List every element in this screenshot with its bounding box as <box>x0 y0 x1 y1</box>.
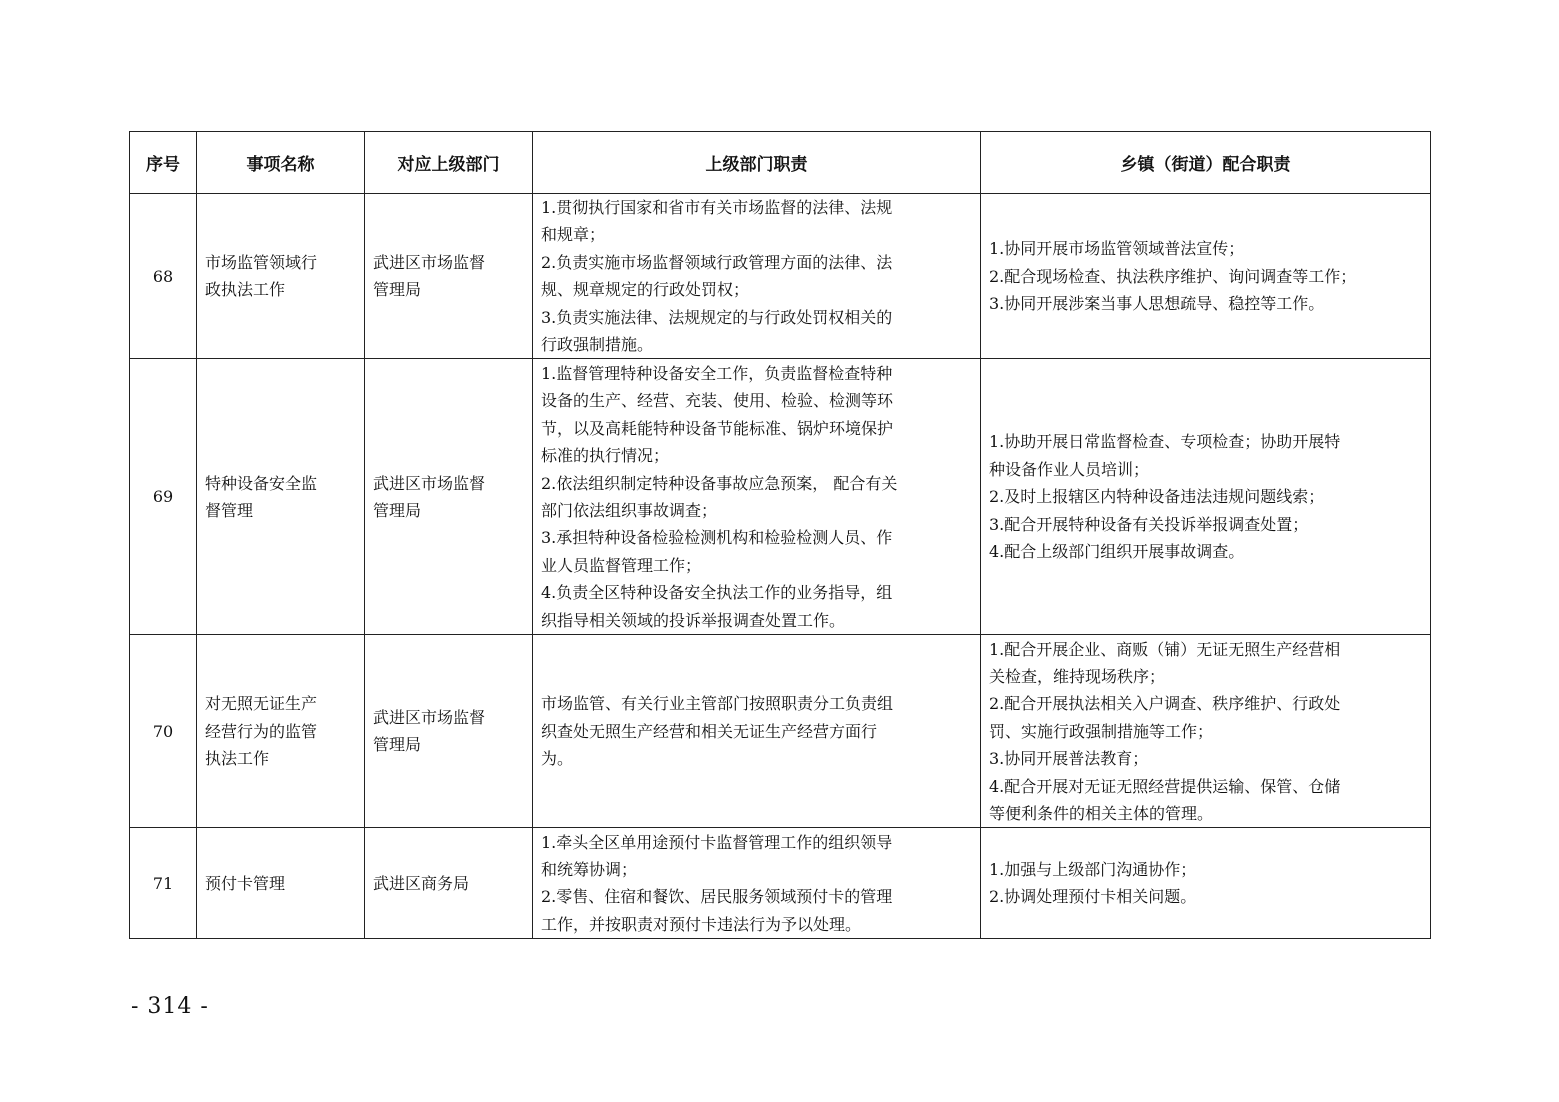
cooperation-cell <box>981 828 1431 939</box>
department-cell <box>365 359 533 635</box>
cooperation-cell <box>981 635 1431 828</box>
item-name-line: 督管理 <box>205 500 254 520</box>
duty-line: 为。 <box>541 749 574 769</box>
duty-line: 业人员监督管理工作； <box>541 555 702 575</box>
duty-line: 工作，并按职责对预付卡违法行为予以处理。 <box>541 914 862 934</box>
item-name-line: 特种设备安全监 <box>205 473 318 493</box>
table-body <box>130 194 1431 939</box>
item-name-line: 预付卡管理 <box>205 873 286 893</box>
department-line: 管理局 <box>373 500 422 520</box>
department-line: 管理局 <box>373 735 422 755</box>
item-name-cell <box>197 194 365 359</box>
header-item-name: 事项名称 <box>197 132 365 194</box>
duty-line: 节，以及高耗能特种设备节能标准、锅炉环境保护 <box>541 418 894 438</box>
page-number: - 314 - <box>131 994 209 1019</box>
cooperation-line: 关检查，维持现场秩序； <box>989 666 1166 686</box>
department-cell <box>365 828 533 939</box>
department-cell <box>365 635 533 828</box>
cooperation-line: 3.协同开展涉案当事人思想疏导、稳控等工作。 <box>989 293 1325 313</box>
cooperation-line: 2.协调处理预付卡相关问题。 <box>989 887 1197 907</box>
duty-line: 织查处无照生产经营和相关无证生产经营方面行 <box>541 721 878 741</box>
duty-line: 织指导相关领域的投诉举报调查处置工作。 <box>541 610 846 630</box>
cooperation-line: 3.协同开展普法教育； <box>989 749 1149 769</box>
table-header <box>130 132 1431 194</box>
duty-line: 3.承担特种设备检验检测机构和检验检测人员、作 <box>541 528 893 548</box>
cooperation-line: 种设备作业人员培训； <box>989 459 1150 479</box>
department-line: 武进区市场监督 <box>373 252 486 272</box>
cooperation-cell <box>981 194 1431 359</box>
duty-line: 和规章； <box>541 225 606 245</box>
duty-line: 4.负责全区特种设备安全执法工作的业务指导，组 <box>541 583 893 603</box>
item-name-line: 市场监管领域行 <box>205 252 318 272</box>
department-line: 武进区商务局 <box>373 873 470 893</box>
header-township-cooperation: 乡镇（街道）配合职责 <box>981 132 1431 194</box>
superior-duties-cell <box>533 635 981 828</box>
row-number: 68 <box>130 194 197 359</box>
cooperation-cell <box>981 359 1431 635</box>
duty-line: 2.依法组织制定特种设备事故应急预案， 配合有关 <box>541 473 898 493</box>
duty-line: 2.零售、住宿和餐饮、居民服务领域预付卡的管理 <box>541 887 893 907</box>
item-name-cell <box>197 359 365 635</box>
table-row <box>130 828 1431 939</box>
department-line: 武进区市场监督 <box>373 708 486 728</box>
department-cell <box>365 194 533 359</box>
row-number: 70 <box>130 635 197 828</box>
header-row <box>130 132 1431 194</box>
item-name-cell <box>197 828 365 939</box>
duty-line: 部门依法组织事故调查； <box>541 500 718 520</box>
header-superior-duties: 上级部门职责 <box>533 132 981 194</box>
item-name-line: 执法工作 <box>205 749 270 769</box>
cooperation-line: 4.配合上级部门组织开展事故调查。 <box>989 542 1245 562</box>
table-row <box>130 194 1431 359</box>
department-line: 武进区市场监督 <box>373 473 486 493</box>
cooperation-line: 等便利条件的相关主体的管理。 <box>989 803 1214 823</box>
item-name-line: 政执法工作 <box>205 280 286 300</box>
cooperation-line: 3.配合开展特种设备有关投诉举报调查处置； <box>989 514 1309 534</box>
cooperation-line: 2.及时上报辖区内特种设备违法违规问题线索； <box>989 487 1325 507</box>
row-number: 71 <box>130 828 197 939</box>
duty-line: 3.负责实施法律、法规规定的与行政处罚权相关的 <box>541 307 893 327</box>
row-number: 69 <box>130 359 197 635</box>
duty-line: 1.贯彻执行国家和省市有关市场监督的法律、法规 <box>541 198 893 217</box>
superior-duties-cell <box>533 828 981 939</box>
duty-line: 市场监管、有关行业主管部门按照职责分工负责组 <box>541 694 894 714</box>
item-name-line: 对无照无证生产 <box>205 694 318 714</box>
duty-line: 2.负责实施市场监督领域行政管理方面的法律、法 <box>541 252 893 272</box>
table-row <box>130 635 1431 828</box>
department-line: 管理局 <box>373 280 422 300</box>
responsibility-table <box>129 131 1431 939</box>
cooperation-line: 1.协同开展市场监管领域普法宣传； <box>989 239 1245 259</box>
duty-line: 标准的执行情况； <box>541 446 670 466</box>
duty-line: 和统筹协调； <box>541 860 638 880</box>
header-number: 序号 <box>130 132 197 194</box>
superior-duties-cell <box>533 194 981 359</box>
cooperation-line: 4.配合开展对无证无照经营提供运输、保管、仓储 <box>989 776 1341 796</box>
duty-line: 规、规章规定的行政处罚权； <box>541 280 750 300</box>
duty-line: 设备的生产、经营、充装、使用、检验、检测等环 <box>541 391 894 411</box>
cooperation-line: 2.配合开展执法相关入户调查、秩序维护、行政处 <box>989 694 1341 714</box>
duty-line: 行政强制措施。 <box>541 335 654 355</box>
table-row <box>130 359 1431 635</box>
cooperation-line: 1.配合开展企业、商贩（铺）无证无照生产经营相 <box>989 639 1341 659</box>
cooperation-line: 2.配合现场检查、执法秩序维护、询问调查等工作； <box>989 266 1357 286</box>
cooperation-line: 1.加强与上级部门沟通协作； <box>989 860 1197 880</box>
duty-line: 1.监督管理特种设备安全工作，负责监督检查特种 <box>541 363 893 383</box>
item-name-line: 经营行为的监管 <box>205 721 318 741</box>
cooperation-line: 1.协助开展日常监督检查、专项检查；协助开展特 <box>989 432 1341 452</box>
header-superior-department: 对应上级部门 <box>365 132 533 194</box>
duty-line: 1.牵头全区单用途预付卡监督管理工作的组织领导 <box>541 832 893 852</box>
cooperation-line: 罚、实施行政强制措施等工作； <box>989 721 1214 741</box>
superior-duties-cell <box>533 359 981 635</box>
item-name-cell <box>197 635 365 828</box>
